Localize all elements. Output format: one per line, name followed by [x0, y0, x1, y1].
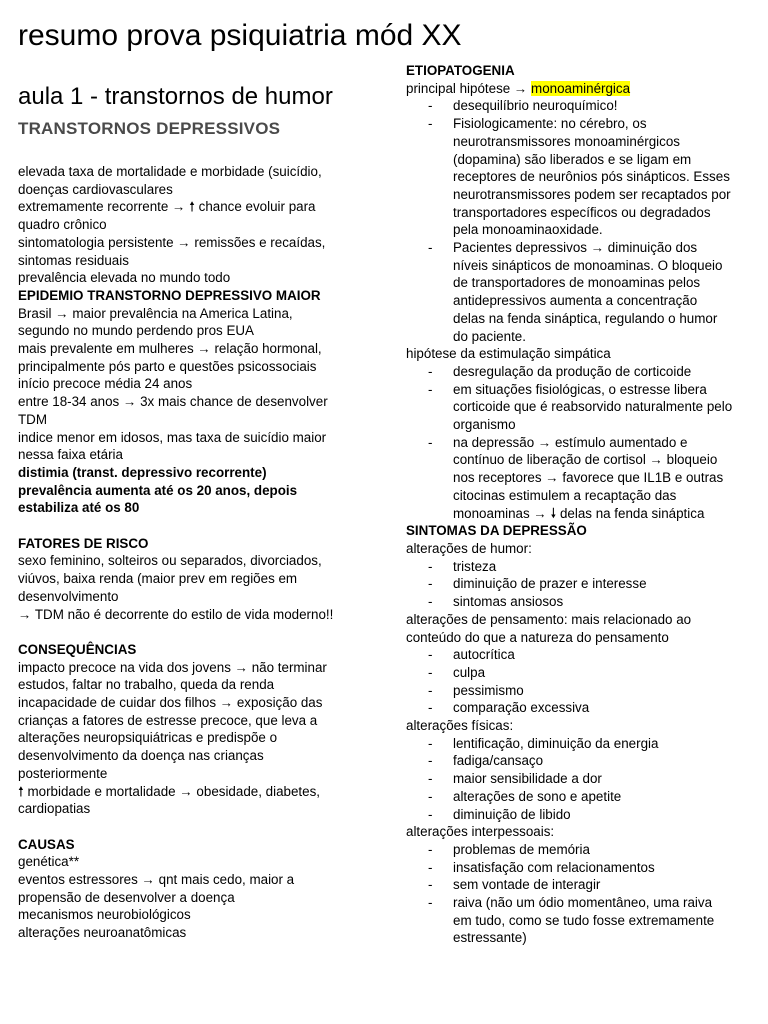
text-line [18, 552, 378, 570]
line-text: CAUSAS [18, 836, 75, 852]
bullet-item [406, 664, 756, 682]
section-heading: aula 1 - transtornos de humor [18, 83, 333, 110]
text-line [18, 163, 378, 181]
line-text: nessa faixa etária [18, 447, 123, 463]
text-line [406, 629, 756, 647]
bullet-item [406, 363, 756, 381]
section-subheading: TRANSTORNOS DEPRESSIVOS [18, 119, 281, 138]
line-text: início precoce média 24 anos [18, 376, 193, 392]
bullet-item [406, 168, 756, 186]
line-text: estudos, faltar no trabalho, queda da renda [18, 677, 275, 693]
blank-line [18, 517, 378, 535]
bullet-item [406, 381, 756, 399]
line-text: incapacidade de cuidar dos filhos → exposição das [18, 695, 323, 711]
line-text: sem vontade de interagir [453, 877, 601, 893]
text-line [18, 446, 378, 464]
bullet-item [406, 735, 756, 753]
text-line [18, 676, 378, 694]
line-text: antidepressivos aumenta a concentração [453, 293, 698, 309]
text-line [18, 340, 378, 358]
line-text: TDM [18, 411, 48, 427]
bullet-item [406, 292, 756, 310]
line-text: segundo no mundo perdendo pros EUA [18, 323, 254, 339]
bullet-item [406, 451, 756, 469]
blank-line [18, 818, 378, 836]
line-text: Fisiologicamente: no cérebro, os [453, 116, 647, 132]
line-text: alterações interpessoais: [406, 824, 555, 840]
line-text: em situações fisiológicas, o estresse libera [453, 381, 707, 397]
text-line [18, 871, 378, 889]
bullet-item [406, 752, 756, 770]
line-text: 🠕 morbidade e mortalidade → obesidade, diabetes, [18, 783, 321, 799]
bullet-item [406, 505, 756, 523]
bullet-dash: - [428, 700, 433, 716]
left-text-lines [18, 163, 378, 942]
text-line [18, 181, 378, 199]
bullet-item [406, 328, 756, 346]
bullet-dash: - [428, 682, 433, 698]
line-text: sexo feminino, solteiros ou separados, divorciados, [18, 553, 322, 569]
line-text: → TDM não é decorrente do estilo de vida moderno!! [18, 606, 334, 622]
text-line [18, 375, 378, 393]
bullet-item [406, 310, 756, 328]
line-text: alterações físicas: [406, 718, 514, 734]
line-text: diminuição de prazer e interesse [453, 576, 647, 592]
section-label [18, 482, 378, 500]
bullet-item [406, 682, 756, 700]
line-text: neurotransmissores monoaminérgicos [453, 133, 680, 149]
bullet-item [406, 770, 756, 788]
text-line [18, 252, 378, 270]
line-text: sintomas ansiosos [453, 594, 564, 610]
section-label [18, 641, 378, 659]
line-text: ETIOPATOGENIA [406, 63, 515, 78]
bullet-dash: - [428, 240, 433, 256]
line-text: Brasil → maior prevalência na America Latina, [18, 305, 293, 321]
line-text: cardiopatias [18, 801, 91, 817]
text-line [18, 712, 378, 730]
bullet-dash: - [428, 806, 433, 822]
text-line [18, 606, 378, 624]
text-line [18, 747, 378, 765]
line-text: maior sensibilidade a dor [453, 771, 602, 787]
text-line [18, 853, 378, 871]
bullet-dash: - [428, 895, 433, 911]
line-text: raiva (não um ódio momentâneo, uma raiva [453, 895, 713, 911]
line-text: SINTOMAS DA DEPRESSÃO [406, 523, 587, 539]
text-line [406, 345, 756, 363]
line-text: autocrítica [453, 647, 515, 663]
bullet-dash: - [428, 558, 433, 574]
section-label [18, 464, 378, 482]
text-line [18, 269, 378, 287]
line-text: citocinas estimulem a recaptação das [453, 487, 677, 503]
line-text: propensão de desenvolver a doença [18, 889, 235, 905]
bullet-dash: - [428, 594, 433, 610]
bullet-dash: - [428, 381, 433, 397]
line-text: crianças a fatores de estresse precoce, que leva a [18, 712, 318, 728]
section-label [406, 62, 756, 80]
line-text: receptores de neurônios pós sinápticos. Esses [453, 169, 730, 185]
line-text: hipótese da estimulação simpática [406, 346, 611, 362]
line-text: desregulação da produção de corticoide [453, 363, 692, 379]
line-text: comparação excessiva [453, 700, 590, 716]
text-line [18, 411, 378, 429]
line-text: prevalência elevada no mundo todo [18, 270, 231, 286]
bullet-item [406, 239, 756, 257]
bullet-item [406, 398, 756, 416]
text-line [18, 429, 378, 447]
line-text: níveis sinápticos de monoaminas. O bloqueio [453, 257, 723, 273]
line-text: distimia (transt. depressivo recorrente) [18, 464, 267, 480]
line-text: eventos estressores → qnt mais cedo, maior a [18, 872, 295, 888]
text-line [18, 588, 378, 606]
line-text: pela monoaminaoxidade. [453, 222, 603, 238]
line-text: entre 18-34 anos → 3x mais chance de desenvolver [18, 394, 328, 410]
text-line [18, 358, 378, 376]
line-text: monoaminas → 🠗 delas na fenda sináptica [453, 505, 705, 521]
bullet-item [406, 221, 756, 239]
bullet-item [406, 929, 756, 947]
line-text: na depressão → estímulo aumentado e [453, 434, 688, 450]
line-text: extremamente recorrente → 🠕 chance evoluir para [18, 199, 316, 215]
bullet-item [406, 469, 756, 487]
line-text: estabiliza até os 80 [18, 500, 140, 516]
bullet-dash: - [428, 98, 433, 114]
text-line [18, 659, 378, 677]
bullet-item [406, 151, 756, 169]
bullet-item [406, 487, 756, 505]
line-text: culpa [453, 664, 486, 680]
section-label [18, 535, 378, 553]
line-text: desenvolvimento da doença nas crianças [18, 748, 264, 764]
section-label [18, 836, 378, 854]
bullet-item [406, 97, 756, 115]
bullet-item [406, 575, 756, 593]
line-text: transportadores específicos ou degradados [453, 204, 711, 220]
section-label [406, 522, 756, 540]
line-text: CONSEQUÊNCIAS [18, 641, 137, 657]
line-text: tristeza [453, 558, 497, 574]
bullet-dash: - [428, 877, 433, 893]
bullet-dash: - [428, 363, 433, 379]
line-text: principalmente pós parto e questões psicossociais [18, 358, 317, 374]
line-text: do paciente. [453, 328, 526, 344]
bullet-dash: - [428, 116, 433, 132]
line-text: viúvos, baixa renda (maior prev em regiões em [18, 571, 298, 587]
line-text: (dopamina) são liberados e se ligam em [453, 151, 692, 167]
bullet-item [406, 558, 756, 576]
bullet-dash: - [428, 664, 433, 680]
text-line [18, 729, 378, 747]
line-text: desenvolvimento [18, 588, 119, 604]
bullet-item [406, 416, 756, 434]
line-text: posteriormente [18, 765, 108, 781]
text-line [18, 924, 378, 942]
bullet-item [406, 788, 756, 806]
line-text: organismo [453, 417, 516, 433]
text-line [406, 823, 756, 841]
line-text: Pacientes depressivos → diminuição dos [453, 240, 698, 256]
line-text: delas na fenda sináptica, regulando o humor [453, 310, 718, 326]
line-text: lentificação, diminuição da energia [453, 735, 659, 751]
bullet-dash: - [428, 434, 433, 450]
highlighted-text: monoaminérgica [531, 80, 631, 96]
text-line [18, 889, 378, 907]
line-text: alterações neuroanatômicas [18, 925, 187, 941]
line-text: genética** [18, 854, 80, 870]
bullet-item [406, 646, 756, 664]
bullet-item [406, 257, 756, 275]
bullet-item [406, 274, 756, 292]
bullet-item [406, 841, 756, 859]
bullet-dash: - [428, 753, 433, 769]
bullet-item [406, 204, 756, 222]
bullet-item [406, 699, 756, 717]
line-text: mais prevalente em mulheres → relação hormonal, [18, 341, 322, 357]
bullet-item [406, 876, 756, 894]
bullet-item [406, 186, 756, 204]
line-text: alterações de pensamento: mais relacionado ao [406, 611, 692, 627]
bullet-dash: - [428, 859, 433, 875]
bullet-dash: - [428, 841, 433, 857]
text-line [18, 765, 378, 783]
line-text: principal hipótese → [406, 80, 532, 96]
bullet-item [406, 859, 756, 877]
bullet-dash: - [428, 788, 433, 804]
bullet-dash: - [428, 771, 433, 787]
line-text: desequilíbrio neuroquímico! [453, 98, 618, 114]
bullet-item [406, 806, 756, 824]
text-line [406, 611, 756, 629]
text-line [406, 80, 756, 98]
line-text: contínuo de liberação de cortisol → bloqueio [453, 452, 718, 468]
line-text: FATORES DE RISCO [18, 535, 149, 551]
line-text: sintomas residuais [18, 252, 129, 268]
line-text: de transportadores de monoaminas pelos [453, 275, 701, 291]
line-text: quadro crônico [18, 217, 107, 233]
text-line [18, 393, 378, 411]
line-text: sintomatologia persistente → remissões e recaídas, [18, 234, 326, 250]
text-line [18, 216, 378, 234]
bullet-item [406, 133, 756, 151]
document-title: resumo prova psiquiatria mód XX [18, 19, 462, 52]
section-label [18, 499, 378, 517]
line-text: alterações de sono e apetite [453, 788, 622, 804]
bullet-item [406, 593, 756, 611]
line-text: EPIDEMIO TRANSTORNO DEPRESSIVO MAIOR [18, 287, 321, 303]
text-line [406, 540, 756, 558]
bullet-item [406, 115, 756, 133]
section-label [18, 287, 378, 305]
line-text: neurotransmissores podem ser recaptados por [453, 186, 731, 202]
line-text: conteúdo do que a natureza do pensamento [406, 629, 669, 645]
text-line [18, 198, 378, 216]
line-text: prevalência aumenta até os 20 anos, depois [18, 482, 298, 498]
right-text-lines [406, 62, 756, 947]
line-text: em tudo, como se tudo fosse extremamente [453, 912, 715, 928]
line-text: elevada taxa de mortalidade e morbidade (suicídio, [18, 164, 322, 179]
line-text: pessimismo [453, 682, 524, 698]
line-text: fadiga/cansaço [453, 753, 544, 769]
bullet-item [406, 894, 756, 912]
line-text: impacto precoce na vida dos jovens → não terminar [18, 659, 327, 675]
text-line [18, 800, 378, 818]
bullet-dash: - [428, 647, 433, 663]
text-line [18, 694, 378, 712]
line-text: diminuição de libido [453, 806, 571, 822]
line-text: problemas de memória [453, 841, 590, 857]
bullet-dash: - [428, 735, 433, 751]
text-line [406, 717, 756, 735]
text-line [18, 322, 378, 340]
text-line [18, 570, 378, 588]
text-line [18, 783, 378, 801]
line-text: alterações de humor: [406, 540, 532, 556]
left-column [18, 82, 378, 942]
line-text: nos receptores → favorece que IL1B e outras [453, 470, 724, 486]
line-text: indice menor em idosos, mas taxa de suicídio maior [18, 429, 327, 445]
line-text: doenças cardiovasculares [18, 181, 173, 197]
text-line [18, 234, 378, 252]
line-text: mecanismos neurobiológicos [18, 907, 191, 923]
text-line [18, 305, 378, 323]
bullet-item [406, 434, 756, 452]
bullet-item [406, 912, 756, 930]
text-line [18, 906, 378, 924]
line-text: insatisfação com relacionamentos [453, 859, 655, 875]
blank-line [18, 623, 378, 641]
line-text: estressante) [453, 930, 527, 946]
line-text: corticoide que é reabsorvido naturalmente pelo [453, 399, 733, 415]
bullet-dash: - [428, 576, 433, 592]
line-text: alterações neuropsiquiátricas e predispõe o [18, 730, 278, 746]
right-column [406, 62, 756, 947]
